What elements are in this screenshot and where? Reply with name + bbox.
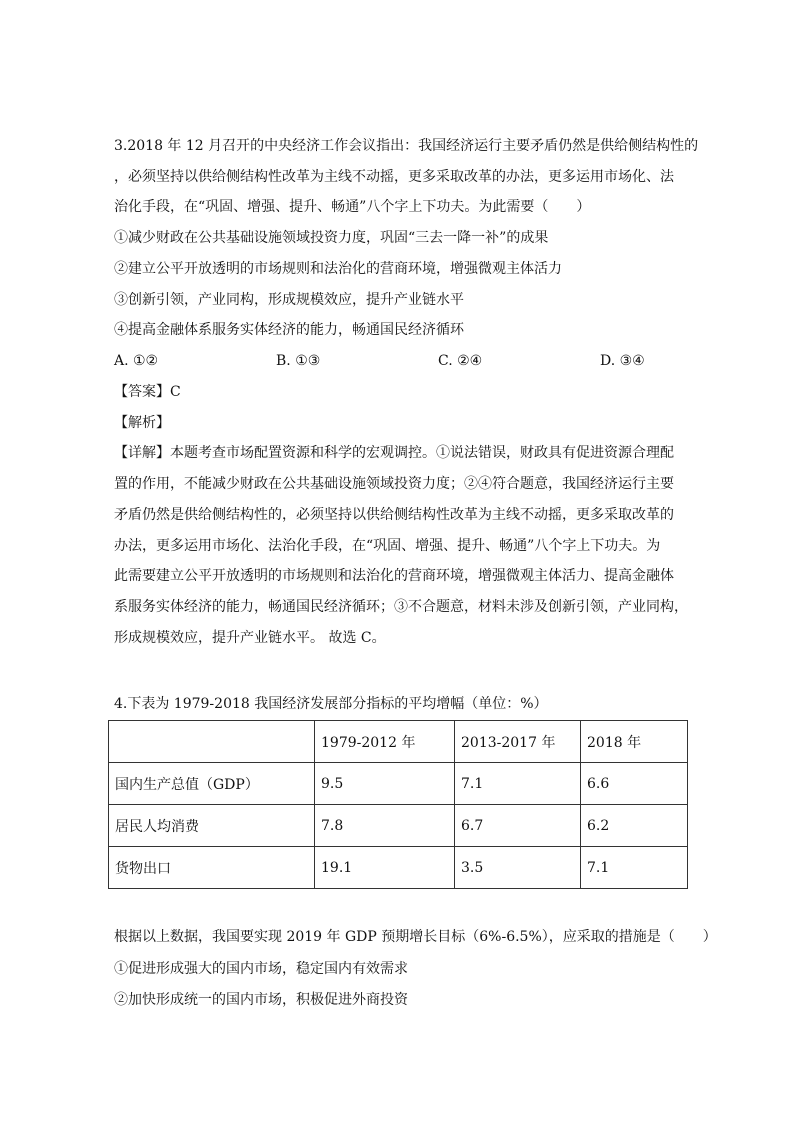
q4-choice-1: ①促进形成强大的国内市场，稳定国内有效需求: [114, 961, 408, 977]
q3-stem-line-3: 治化手段，在“巩固、增强、提升、畅通”八个字上下功夫。为此需要（ ）: [114, 199, 591, 215]
table-row: [109, 805, 688, 847]
table-cell: 国内生产总值（GDP）: [109, 763, 315, 805]
q3-detail-line-6: 系服务实体经济的能力，畅通国民经济循环；③不合题意，材料未涉及创新引领，产业同构，: [114, 599, 688, 615]
q3-detail-line-5: 此需要建立公平开放透明的市场规则和法治化的营商环境，增强微观主体活力、提高金融体: [114, 568, 674, 584]
q3-option-d: D. ③④: [600, 353, 645, 369]
table-header-row: [109, 721, 688, 763]
table-cell: 货物出口: [109, 847, 315, 889]
q4-choice-2: ②加快形成统一的国内市场，积极促进外商投资: [114, 992, 408, 1008]
table-header-cell: 2013-2017 年: [455, 721, 581, 763]
table-cell: 7.1: [581, 847, 688, 889]
q4-stem: 4.下表为 1979-2018 我国经济发展部分指标的平均增幅（单位：%）: [114, 696, 548, 712]
q3-detail-line-3: 矛盾仍然是供给侧结构性的，必须坚持以供给侧结构性改革为主线不动摇，更多采取改革的: [114, 507, 674, 523]
q4-question: 根据以上数据，我国要实现 2019 年 GDP 预期增长目标（6%-6.5%），应采取的措施是（ ）: [114, 929, 717, 945]
q3-option-c: C. ②④: [438, 353, 483, 369]
table-header-cell: 1979-2012 年: [315, 721, 455, 763]
table-cell: 6.7: [455, 805, 581, 847]
q3-statement-4: ④提高金融体系服务实体经济的能力，畅通国民经济循环: [114, 322, 464, 338]
q3-detail-line-2: 置的作用，不能减少财政在公共基础设施领域投资力度；②④符合题意，我国经济运行主要: [114, 476, 674, 492]
q3-statement-3: ③创新引领，产业同构，形成规模效应，提升产业链水平: [114, 292, 464, 308]
table-row: [109, 763, 688, 805]
q3-detail-line-4: 办法，更多运用市场化、法治化手段，在“巩固、增强、提升、畅通”八个字上下功夫。为: [114, 538, 661, 554]
q3-stem-line-1: 3.2018 年 12 月召开的中央经济工作会议指出：我国经济运行主要矛盾仍然是供给侧结构性的: [114, 138, 699, 154]
table-cell: 3.5: [455, 847, 581, 889]
growth-table: [108, 720, 688, 889]
table-cell: 6.6: [581, 763, 688, 805]
table-cell: 7.1: [455, 763, 581, 805]
q3-option-a: A. ①②: [114, 353, 159, 369]
q3-option-b: B. ①③: [276, 353, 321, 369]
q3-analysis-heading: 【解析】: [114, 415, 170, 431]
table-cell: 19.1: [315, 847, 455, 889]
table-cell: 7.8: [315, 805, 455, 847]
q3-stem-line-2: ，必须坚持以供给侧结构性改革为主线不动摇，更多采取改革的办法，更多运用市场化、法: [114, 169, 674, 185]
q3-detail-line-1: 【详解】本题考查市场配置资源和科学的宏观调控。①说法错误，财政具有促进资源合理配: [114, 445, 674, 461]
q3-answer: 【答案】C: [114, 384, 181, 400]
q3-statement-2: ②建立公平开放透明的市场规则和法治化的营商环境，增强微观主体活力: [114, 261, 562, 277]
q3-statement-1: ①减少财政在公共基础设施领域投资力度，巩固“三去一降一补”的成果: [114, 230, 549, 246]
table-cell: 9.5: [315, 763, 455, 805]
table-row: [109, 847, 688, 889]
table-header-cell: [109, 721, 315, 763]
table-header-cell: 2018 年: [581, 721, 688, 763]
q3-detail-line-7: 形成规模效应，提升产业链水平。 故选 C。: [114, 630, 386, 646]
table-cell: 6.2: [581, 805, 688, 847]
table-cell: 居民人均消费: [109, 805, 315, 847]
